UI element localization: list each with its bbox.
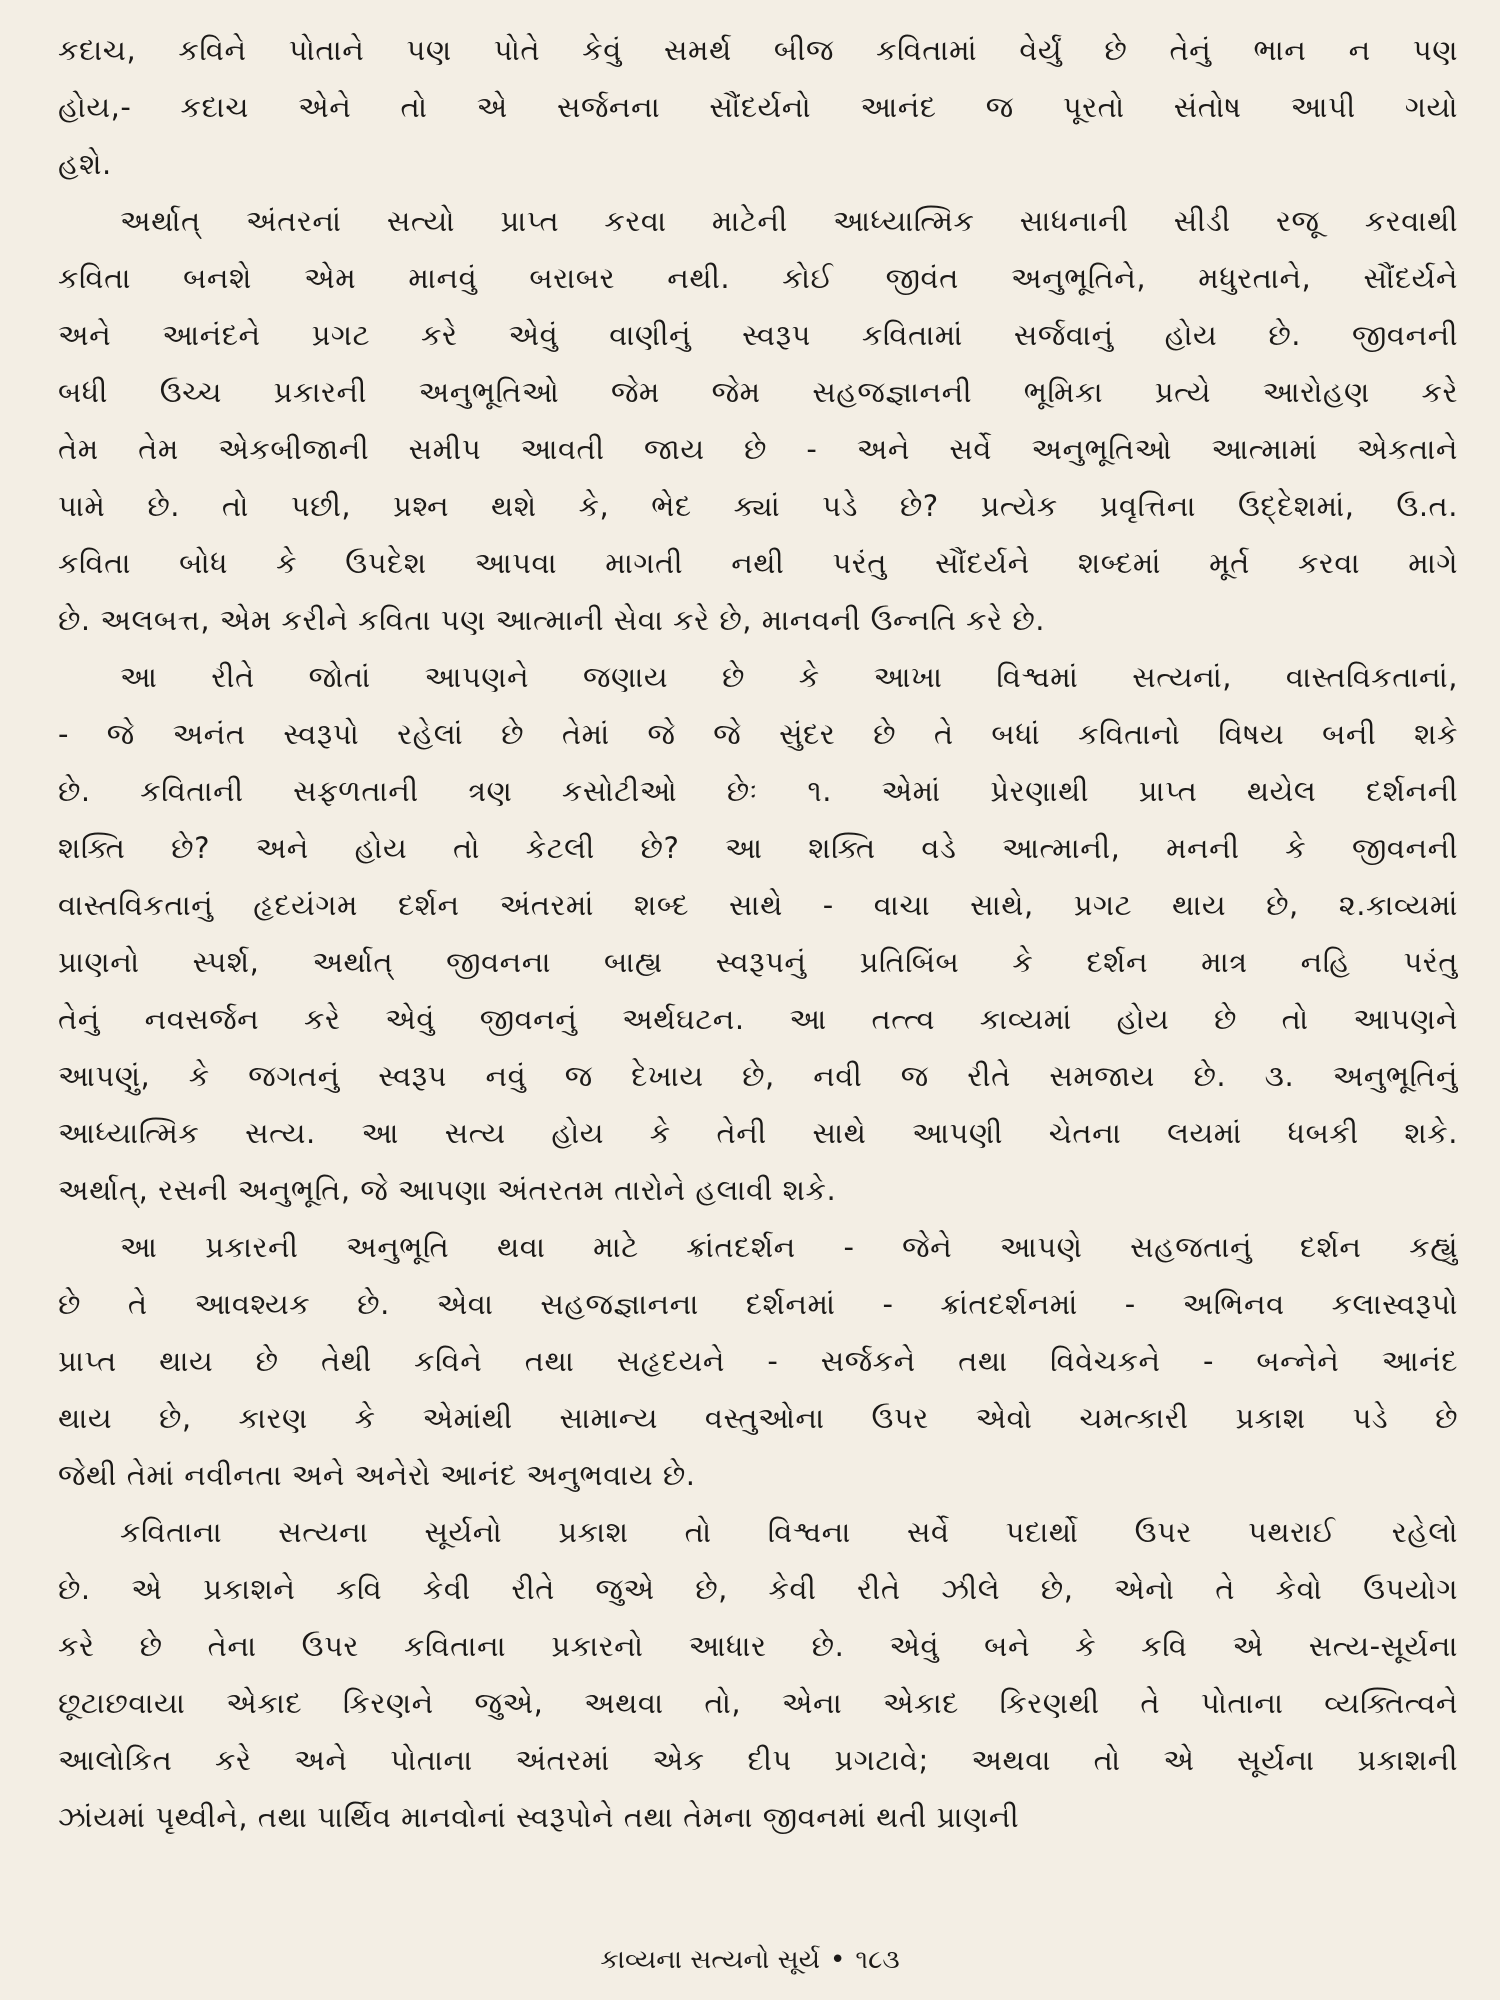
paragraph — [58, 1504, 1458, 1846]
text-line: થાય છે, કારણ કે એમાંથી સામાન્ય વસ્તુઓના ઉપર એવો ચમત્કારી પ્રકાશ પડે છે — [58, 1401, 1458, 1435]
paragraph — [58, 1219, 1458, 1504]
footer-separator: • — [830, 1945, 846, 1975]
text-line: કવિતા બનશે એમ માનવું બરાબર નથી. કોઈ જીવંત અનુભૂતિને, મધુરતાને, સૌંદર્યને — [58, 261, 1458, 295]
text-line: પ્રાણનો સ્પર્શ, અર્થાત્ જીવનના બાહ્ય સ્વરૂપનું પ્રતિબિંબ કે દર્શન માત્ર નહિ પરંતુ — [58, 945, 1458, 979]
paragraph — [58, 22, 1458, 193]
text-line: હોય,- કદાચ એને તો એ સર્જનના સૌંદર્યનો આનંદ જ પૂરતો સંતોષ આપી ગયો — [58, 90, 1458, 124]
text-line: અર્થાત્, રસની અનુભૂતિ, જે આપણા અંતરતમ તારોને હલાવી શકે. — [58, 1173, 837, 1207]
paragraph — [58, 649, 1458, 1219]
text-line: કવિતાના સત્યના સૂર્યનો પ્રકાશ તો વિશ્વના સર્વે પદાર્થો ઉપર પથરાઈ રહેલો — [120, 1515, 1458, 1549]
text-line: અર્થાત્ અંતરનાં સત્યો પ્રાપ્ત કરવા માટેની આધ્યાત્મિક સાધનાની સીડી રજૂ કરવાથી — [120, 204, 1458, 238]
text-line: છે તે આવશ્યક છે. એવા સહજજ્ઞાનના દર્શનમાં - ક્રાંતદર્શનમાં - અભિનવ કલાસ્વરૂપો — [58, 1287, 1458, 1321]
text-line: કરે છે તેના ઉપર કવિતાના પ્રકારનો આધાર છે. એવું બને કે કવિ એ સત્ય-સૂર્યના — [58, 1629, 1458, 1663]
text-line: છે. કવિતાની સફળતાની ત્રણ કસોટીઓ છેઃ ૧. એમાં પ્રેરણાથી પ્રાપ્ત થયેલ દર્શનની — [58, 774, 1458, 808]
text-line: કદાચ, કવિને પોતાને પણ પોતે કેવું સમર્થ બીજ કવિતામાં વેર્યું છે તેનું ભાન ન પણ — [58, 33, 1458, 67]
text-line: બધી ઉચ્ચ પ્રકારની અનુભૂતિઓ જેમ જેમ સહજજ્ઞાનની ભૂમિકા પ્રત્યે આરોહણ કરે — [58, 375, 1458, 409]
text-line: વાસ્તવિકતાનું હૃદયંગમ દર્શન અંતરમાં શબ્દ સાથે - વાચા સાથે, પ્રગટ થાય છે, ૨.કાવ્યમાં — [58, 888, 1458, 922]
text-line: આ રીતે જોતાં આપણને જણાય છે કે આખા વિશ્વમાં સત્યનાં, વાસ્તવિકતાનાં, — [120, 660, 1458, 694]
text-line: છૂટાછવાયા એકાદ કિરણને જુએ, અથવા તો, એના એકાદ કિરણથી તે પોતાના વ્યક્તિત્વને — [58, 1686, 1458, 1720]
text-line: પ્રાપ્ત થાય છે તેથી કવિને તથા સહૃદયને - સર્જકને તથા વિવેચકને - બન્નેને આનંદ — [58, 1344, 1458, 1378]
text-line: આ પ્રકારની અનુભૂતિ થવા માટે ક્રાંતદર્શન - જેને આપણે સહજતાનું દર્શન કહ્યું — [120, 1230, 1458, 1264]
text-line: આપણું, કે જગતનું સ્વરૂપ નવું જ દેખાય છે, નવી જ રીતે સમજાય છે. ૩. અનુભૂતિનું — [58, 1059, 1458, 1093]
running-title: કાવ્યના સત્યનો સૂર્ય — [600, 1945, 821, 1975]
text-line: છે. એ પ્રકાશને કવિ કેવી રીતે જુએ છે, કેવી રીતે ઝીલે છે, એનો તે કેવો ઉપયોગ — [58, 1572, 1458, 1606]
text-line: કવિતા બોધ કે ઉપદેશ આપવા માગતી નથી પરંતુ સૌંદર્યને શબ્દમાં મૂર્ત કરવા માગે — [58, 546, 1458, 580]
text-line: જેથી તેમાં નવીનતા અને અનેરો આનંદ અનુભવાય છે. — [58, 1458, 696, 1492]
text-line: ઝાંયમાં પૃથ્વીને, તથા પાર્થિવ માનવોનાં સ્વરૂપોને તથા તેમના જીવનમાં થતી પ્રાણની — [58, 1800, 1020, 1834]
text-line: હશે. — [58, 147, 112, 181]
page-footer — [0, 1940, 1500, 1980]
body-text — [58, 22, 1458, 1846]
paragraph — [58, 193, 1458, 649]
text-line: તેમ તેમ એકબીજાની સમીપ આવતી જાય છે - અને સર્વે અનુભૂતિઓ આત્મામાં એકતાને — [58, 432, 1458, 466]
text-line: પામે છે. તો પછી, પ્રશ્ન થશે કે, ભેદ ક્યાં પડે છે? પ્રત્યેક પ્રવૃત્તિના ઉદ્દેશમાં, ઉ.ત. — [58, 489, 1458, 523]
text-line: આલોકિત કરે અને પોતાના અંતરમાં એક દીપ પ્રગટાવે; અથવા તો એ સૂર્યના પ્રકાશની — [58, 1743, 1458, 1777]
text-line: શક્તિ છે? અને હોય તો કેટલી છે? આ શક્તિ વડે આત્માની, મનની કે જીવનની — [58, 831, 1458, 865]
text-line: આધ્યાત્મિક સત્ય. આ સત્ય હોય કે તેની સાથે આપણી ચેતના લયમાં ધબકી શકે. — [58, 1116, 1458, 1150]
text-line: તેનું નવસર્જન કરે એવું જીવનનું અર્થઘટન. આ તત્ત્વ કાવ્યમાં હોય છે તો આપણને — [58, 1002, 1458, 1036]
text-line: - જે અનંત સ્વરૂપો રહેલાં છે તેમાં જે જે સુંદર છે તે બધાં કવિતાનો વિષય બની શકે — [58, 717, 1458, 751]
text-line: અને આનંદને પ્રગટ કરે એવું વાણીનું સ્વરૂપ કવિતામાં સર્જવાનું હોય છે. જીવનની — [58, 318, 1458, 352]
page-number: ૧૮૩ — [855, 1945, 900, 1975]
text-line: છે. અલબત્ત, એમ કરીને કવિતા પણ આત્માની સેવા કરે છે, માનવની ઉન્નતિ કરે છે. — [58, 603, 1045, 637]
